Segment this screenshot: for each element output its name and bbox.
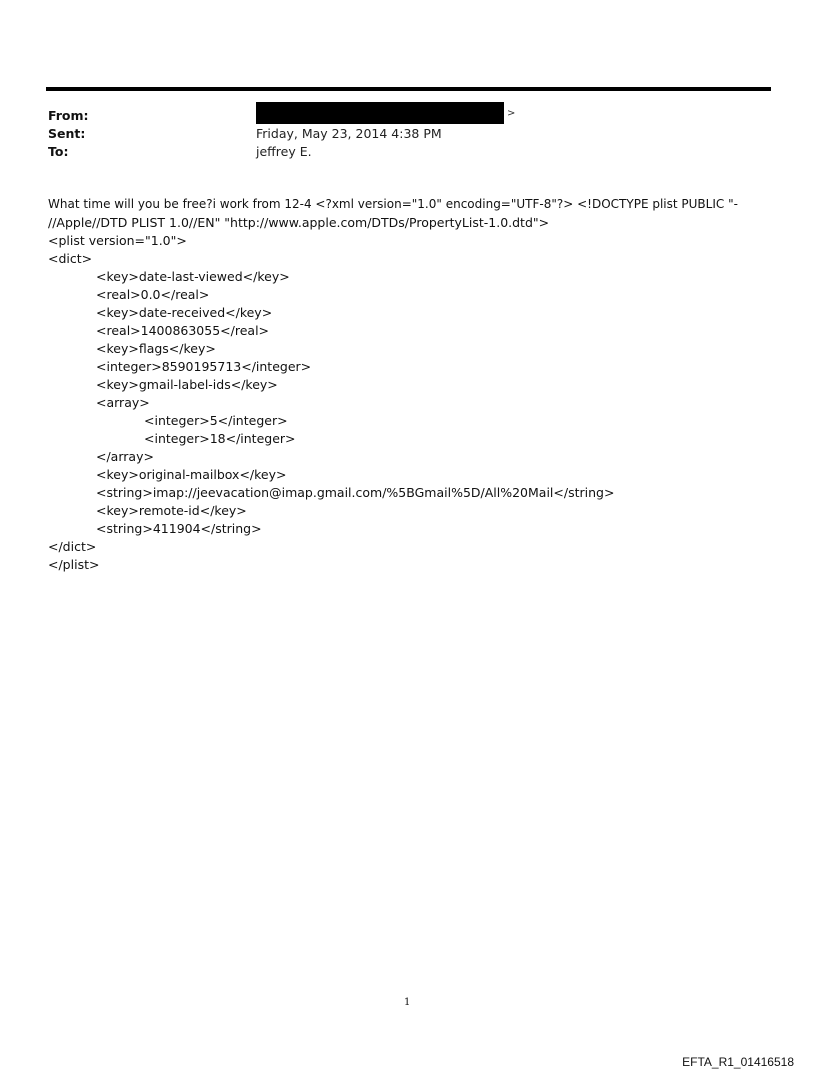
sent-label: Sent: xyxy=(48,126,86,141)
body-line: <integer>5</integer> xyxy=(144,413,288,428)
body-line: <plist version="1.0"> xyxy=(48,233,187,248)
body-line: <key>remote-id</key> xyxy=(96,503,247,518)
body-line: </array> xyxy=(96,449,154,464)
body-line: </plist> xyxy=(48,557,100,572)
body-line: <string>411904</string> xyxy=(96,521,262,536)
body-line: <array> xyxy=(96,395,150,410)
sent-value: Friday, May 23, 2014 4:38 PM xyxy=(256,126,442,141)
body-line: <dict> xyxy=(48,251,93,266)
body-line: <integer>18</integer> xyxy=(144,431,296,446)
body-line: <key>original-mailbox</key> xyxy=(96,467,287,482)
page-number: 1 xyxy=(404,997,411,1008)
body-line: <key>date-received</key> xyxy=(96,305,273,320)
body-line: </dict> xyxy=(48,539,97,554)
body-line: <integer>8590195713</integer> xyxy=(96,359,312,374)
body-line: <real>1400863055</real> xyxy=(96,323,270,338)
body-line: What time will you be free?i work from 12-4 <?xml version="1.0" encoding="UTF-8"?> <!DOCTYPE plist PUBLIC "- xyxy=(48,197,738,211)
header-rule xyxy=(46,87,771,91)
from-label: From: xyxy=(48,108,89,123)
redacted-sender xyxy=(256,102,504,124)
body-line: <key>gmail-label-ids</key> xyxy=(96,377,278,392)
body-line: <key>flags</key> xyxy=(96,341,216,356)
body-line: //Apple//DTD PLIST 1.0//EN" "http://www.apple.com/DTDs/PropertyList-1.0.dtd"> xyxy=(48,215,550,230)
from-suffix: > xyxy=(507,108,516,119)
to-label: To: xyxy=(48,144,69,159)
body-line: <string>imap://jeevacation@imap.gmail.com/%5BGmail%5D/All%20Mail</string> xyxy=(96,485,615,500)
body-line: <real>0.0</real> xyxy=(96,287,210,302)
body-line: <key>date-last-viewed</key> xyxy=(96,269,290,284)
bates-stamp: EFTA_R1_01416518 xyxy=(682,1055,794,1069)
to-value: jeffrey E. xyxy=(256,144,312,159)
